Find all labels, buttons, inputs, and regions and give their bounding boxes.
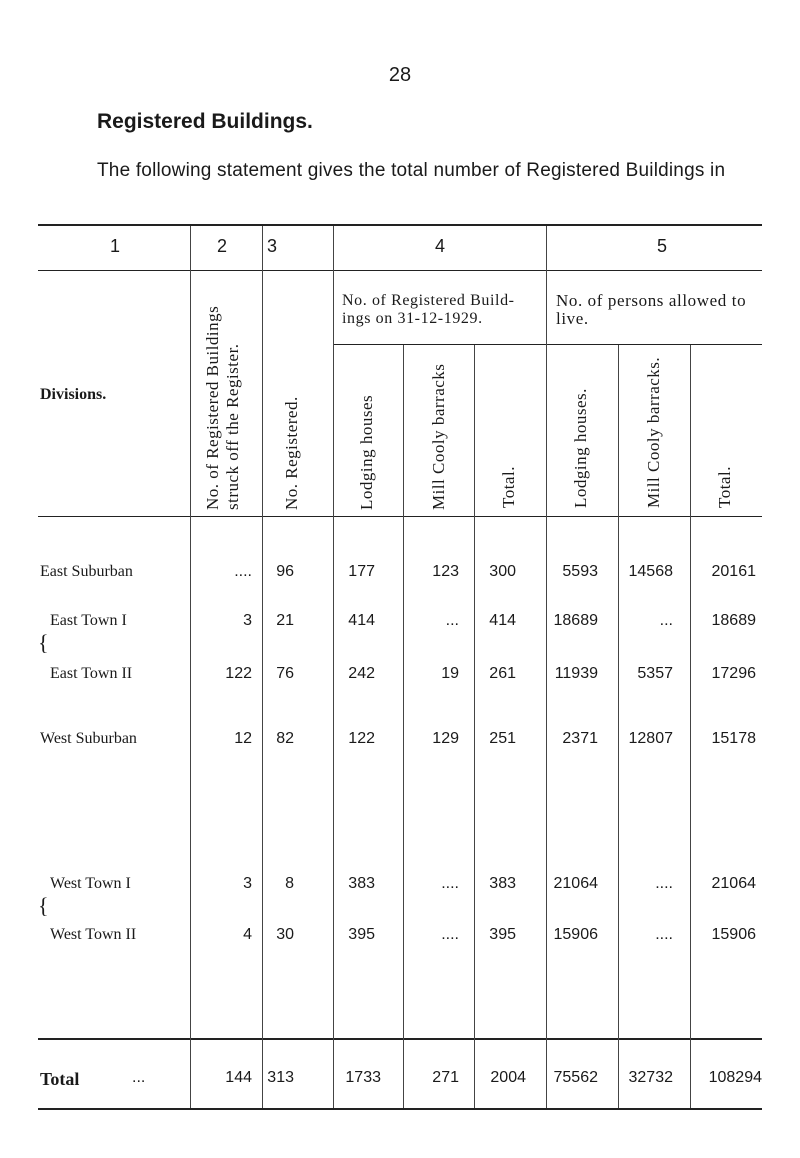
lodging-houses-header: Lodging houses bbox=[357, 394, 376, 510]
lodging-cell: 395 bbox=[348, 926, 375, 943]
east-town-brace: { bbox=[38, 630, 49, 655]
mill-cooly-header: Mill Cooly barracks bbox=[429, 363, 448, 510]
division-label: East Town II bbox=[50, 665, 133, 682]
group5-header: No. of persons allowed to live. bbox=[556, 291, 747, 328]
totals-lodging: 1733 bbox=[345, 1069, 381, 1086]
registered-cell: 8 bbox=[285, 875, 294, 892]
persons-total-cell: 18689 bbox=[711, 612, 756, 629]
persons-lodging-cell: 21064 bbox=[553, 875, 598, 892]
column-number: 4 bbox=[434, 236, 445, 256]
registered-cell: 30 bbox=[276, 926, 294, 943]
struck-cell: 3 bbox=[243, 875, 252, 892]
persons-mill-cell: .... bbox=[655, 926, 673, 943]
total-cell: 251 bbox=[489, 730, 516, 747]
group4-header: No. of Registered Build- ings on 31-12-1929. bbox=[342, 292, 515, 327]
mill-cell: ... bbox=[445, 612, 459, 629]
totals-mill: 271 bbox=[432, 1069, 459, 1086]
registered-cell: 96 bbox=[276, 563, 294, 580]
persons-mill-cell: 5357 bbox=[637, 665, 673, 682]
persons-total-cell: 15178 bbox=[711, 730, 756, 747]
persons-lodging-cell: 15906 bbox=[553, 926, 598, 943]
persons-mill-cell: 14568 bbox=[628, 563, 673, 580]
persons-total-cell: 17296 bbox=[711, 665, 756, 682]
table-top-rule bbox=[38, 224, 762, 226]
mill-cooly-persons-header: Mill Cooly barracks. bbox=[644, 356, 663, 508]
totals-label: Total bbox=[40, 1069, 80, 1089]
mill-cell: 129 bbox=[432, 730, 459, 747]
group-header-rule bbox=[333, 344, 762, 345]
lodging-cell: 242 bbox=[348, 665, 375, 682]
registered-header: No. Registered. bbox=[282, 396, 301, 510]
column-number: 1 bbox=[109, 236, 120, 256]
persons-mill-cell: 12807 bbox=[628, 730, 673, 747]
persons-total-cell: 21064 bbox=[711, 875, 756, 892]
division-label: East Suburban bbox=[40, 563, 133, 580]
total-cell: 414 bbox=[489, 612, 516, 629]
column-number: 2 bbox=[216, 236, 227, 256]
totals-registered: 313 bbox=[267, 1069, 294, 1086]
persons-lodging-cell: 11939 bbox=[554, 665, 598, 682]
lodging-houses-persons-header: Lodging houses. bbox=[571, 388, 590, 508]
totals-top-rule bbox=[38, 1038, 762, 1040]
mill-cell: 123 bbox=[432, 563, 459, 580]
mill-cell: .... bbox=[441, 875, 459, 892]
lodging-cell: 414 bbox=[348, 612, 375, 629]
totals-dots: ... bbox=[132, 1069, 146, 1086]
total-header: Total. bbox=[499, 466, 518, 508]
totals-total: 2004 bbox=[490, 1069, 526, 1086]
totals-persons-mill: 32732 bbox=[628, 1069, 673, 1086]
struck-cell: 4 bbox=[243, 926, 252, 943]
totals-struck: 144 bbox=[225, 1069, 252, 1086]
persons-lodging-cell: 2371 bbox=[562, 730, 598, 747]
struck-off-header: No. of Registered Buildings struck off the Register. bbox=[203, 305, 242, 510]
persons-total-cell: 20161 bbox=[711, 563, 756, 580]
header-bottom-rule bbox=[38, 516, 762, 517]
struck-cell: 3 bbox=[243, 612, 252, 629]
section-heading: Registered Buildings. bbox=[97, 110, 313, 133]
column-divider bbox=[690, 345, 691, 1108]
column-number-rule bbox=[38, 270, 762, 271]
persons-mill-cell: ... bbox=[659, 612, 673, 629]
divisions-header: Divisions. bbox=[40, 386, 107, 403]
total-cell: 300 bbox=[489, 563, 516, 580]
column-divider bbox=[403, 345, 404, 1108]
lodging-cell: 177 bbox=[348, 563, 375, 580]
total-cell: 261 bbox=[489, 665, 516, 682]
column-number: 5 bbox=[656, 236, 667, 256]
division-label: West Town II bbox=[50, 926, 137, 943]
persons-lodging-cell: 18689 bbox=[553, 612, 598, 629]
division-label: East Town I bbox=[50, 612, 127, 629]
totals-persons-total: 108294 bbox=[708, 1069, 762, 1086]
total-persons-header: Total. bbox=[715, 466, 734, 508]
registered-cell: 82 bbox=[276, 730, 294, 747]
registered-cell: 21 bbox=[276, 612, 294, 629]
persons-total-cell: 15906 bbox=[711, 926, 756, 943]
total-cell: 383 bbox=[489, 875, 516, 892]
total-cell: 395 bbox=[489, 926, 516, 943]
column-divider bbox=[474, 345, 475, 1108]
persons-mill-cell: .... bbox=[655, 875, 673, 892]
mill-cell: 19 bbox=[441, 665, 459, 682]
struck-cell: 122 bbox=[225, 665, 252, 682]
struck-cell: 12 bbox=[234, 730, 252, 747]
intro-sentence: The following statement gives the total number of Registered Buildings in bbox=[97, 160, 726, 181]
division-label: West Suburban bbox=[40, 730, 137, 747]
mill-cell: .... bbox=[441, 926, 459, 943]
lodging-cell: 383 bbox=[348, 875, 375, 892]
table-bottom-rule bbox=[38, 1108, 762, 1110]
persons-lodging-cell: 5593 bbox=[562, 563, 598, 580]
column-number: 3 bbox=[266, 236, 277, 256]
column-divider bbox=[618, 345, 619, 1108]
division-label: West Town I bbox=[50, 875, 131, 892]
struck-cell: .... bbox=[234, 563, 252, 580]
registered-cell: 76 bbox=[276, 665, 294, 682]
totals-persons-lodging: 75562 bbox=[553, 1069, 598, 1086]
page-number: 28 bbox=[388, 64, 412, 86]
west-town-brace: { bbox=[38, 893, 49, 918]
lodging-cell: 122 bbox=[348, 730, 375, 747]
